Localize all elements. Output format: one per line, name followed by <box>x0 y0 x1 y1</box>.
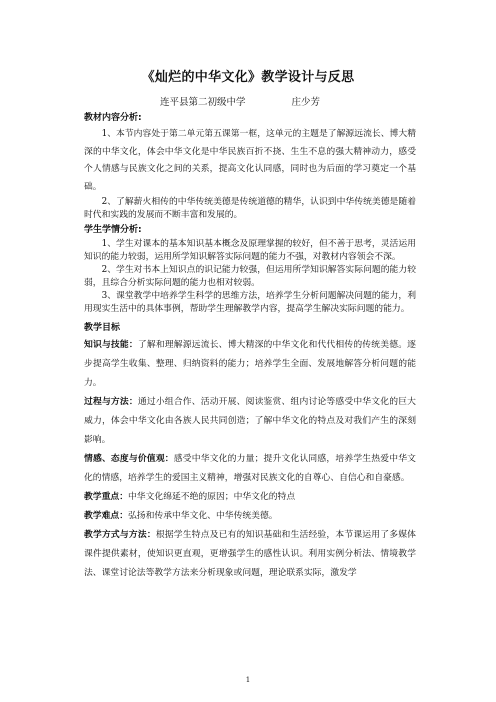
student-heading: 学生学情分析: <box>84 225 142 235</box>
key-label: 教学重点： <box>84 492 128 502</box>
method-label: 教学方式与方法： <box>84 530 156 540</box>
knowledge-text: 了解和理解源远流长、博大精深的中华文化和代代相传的传统美德。逐步提高学生收集、整理、归纳资料的能力；培养学生全面、发展地解答分析问题的能力。 <box>84 340 416 388</box>
student-paragraph-2: 2、学生对书本上知识点的识记能力较强，但运用所学知识解答实际问题的能力较弱，且综合分析实际问题的能力也相对较弱。 <box>84 265 416 288</box>
material-paragraph-2: 2、了解薪火相传的中华传统美德是传统道德的精华，认识到中华传统美德是随着时代和实践的发展而不断丰富和发展的。 <box>84 197 416 220</box>
goal-heading: 教学目标 <box>84 323 121 333</box>
key-point <box>84 488 416 507</box>
process-goal <box>84 393 416 450</box>
emotion-label: 情感、态度与价值观： <box>84 454 174 464</box>
process-text: 通过小组合作、活动开展、阅读鉴赏、组内讨论等感受中华文化的巨大威力，体会中华文化由各族人民共同创造；了解中华文化的特点及对我们产生的深刻影响。 <box>84 397 416 445</box>
material-paragraph-1: 1、本节内容处于第二单元第五课第一框，这单元的主题是了解源远流长、博大精深的中华文化，体会中华文化是中华民族百折不挠、生生不息的强大精神动力，感受个人情感与民族文化之间的关系，提高文化认同感，同时也为后面的学习奠定一个基础。 <box>84 129 416 192</box>
author-line <box>160 94 320 108</box>
document-body <box>84 110 416 583</box>
emotion-text: 感受中华文化的力量；提升文化认同感，培养学生热爱中华文化的情感，培养学生的爱国主义精神，增强对民族文化的自尊心、自信心和自豪感。 <box>84 454 416 483</box>
student-paragraph-3: 3、课堂教学中培养学生科学的思维方法，培养学生分析问题解决问题的能力，利用现实生活中的具体事例，帮助学生理解教学内容，提高学生解决实际问题的能力。 <box>84 291 416 314</box>
author-name: 庄少芳 <box>291 97 321 108</box>
method-text: 根据学生特点及已有的知识基础和生活经验，本节课运用了多媒体课件提供素材，使知识更直观，更增强学生的感性认识。利用实例分析法、情境教学法、课堂讨论法等教学方法来分析现象或问题，理论联系实际，激发学 <box>84 530 416 578</box>
teaching-method <box>84 526 416 583</box>
difficult-point <box>84 507 416 526</box>
process-label: 过程与方法： <box>84 397 138 407</box>
key-text: 中华文化绵延不绝的原因；中华文化的特点 <box>128 492 296 502</box>
emotion-goal <box>84 450 416 488</box>
student-paragraph-1: 1、学生对课本的基本知识基本概念及原理掌握的较好，但不善于思考，灵活运用知识的能力较弱，运用所学知识解答实际问题的能力不强，对教材内容领会不深。 <box>84 239 416 262</box>
page-number: 1 <box>245 676 251 684</box>
document-title: 《灿烂的中华文化》教学设计与反思 <box>141 70 355 85</box>
material-heading: 教材内容分析: <box>84 113 142 123</box>
knowledge-label: 知识与技能： <box>84 340 138 350</box>
knowledge-goal <box>84 336 416 393</box>
author-school: 连平县第二初级中学 <box>160 97 246 108</box>
difficult-label: 教学难点： <box>84 511 128 521</box>
difficult-text: 弘扬和传承中华文化、中华传统美德。 <box>128 511 278 521</box>
